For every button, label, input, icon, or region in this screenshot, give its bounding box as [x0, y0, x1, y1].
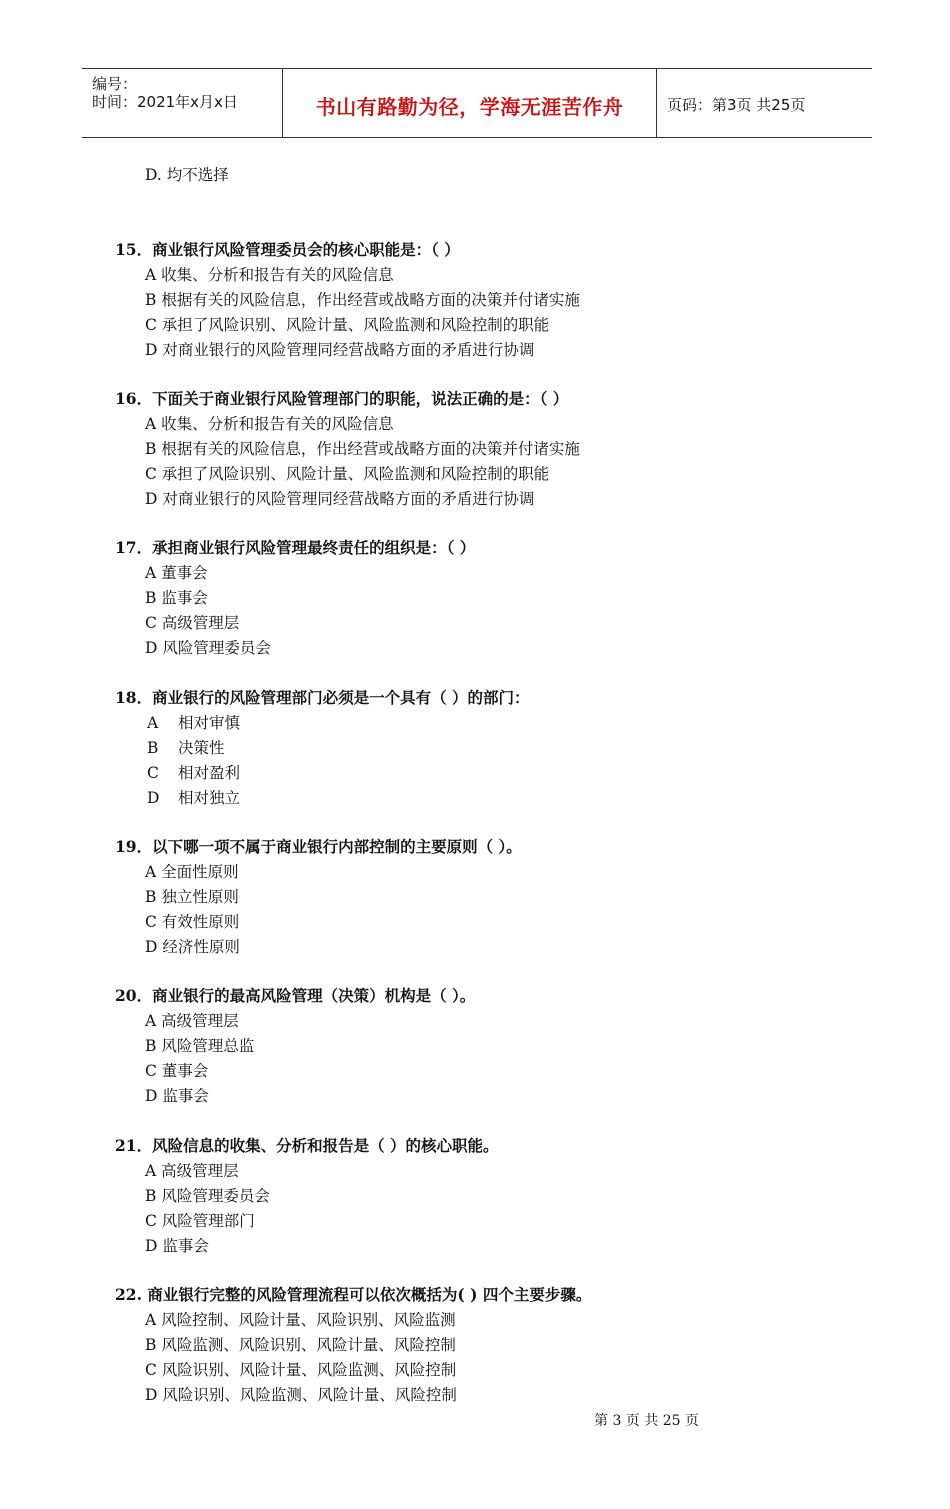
option [147, 788, 240, 808]
option: A 董事会 [145, 564, 208, 582]
question-title: 21．风险信息的收集、分析和报告是（ ）的核心职能。 [115, 1136, 499, 1155]
option: D 监事会 [145, 1237, 209, 1255]
option-text: 相对审慎 [178, 714, 241, 732]
option-text: 相对盈利 [178, 764, 241, 782]
option: C 有效性原则 [145, 913, 240, 931]
header-motto-cell [283, 69, 657, 137]
option: B 根据有关的风险信息，作出经营或战略方面的决策并付诸实施 [145, 291, 580, 309]
question-title: 18．商业银行的风险管理部门必须是一个具有（ ）的部门： [115, 688, 530, 707]
option: D 对商业银行的风险管理同经营战略方面的矛盾进行协调 [145, 341, 535, 359]
option [147, 738, 225, 758]
page-footer: 第 3 页 共 25 页 [594, 1413, 699, 1429]
option: A 风险控制、风险计量、风险识别、风险监测 [145, 1311, 456, 1329]
option: D 风险识别、风险监测、风险计量、风险控制 [145, 1386, 457, 1404]
option: B 独立性原则 [145, 888, 239, 906]
question-title: 15．商业银行风险管理委员会的核心职能是：（ ） [115, 240, 460, 259]
option: B 监事会 [145, 589, 208, 607]
question-title: 22. 商业银行完整的风险管理流程可以依次概括为( ) 四个主要步骤。 [115, 1285, 592, 1304]
header-info-cell [82, 69, 283, 137]
option [147, 763, 240, 783]
question-title: 16．下面关于商业银行风险管理部门的职能，说法正确的是：（ ） [115, 389, 569, 408]
number-label: 编号： [92, 75, 138, 93]
motto: 书山有路勤为径，学海无涯苦作舟 [315, 95, 624, 119]
option: B 风险管理总监 [145, 1037, 255, 1055]
option: A 高级管理层 [145, 1012, 239, 1030]
option: B 风险管理委员会 [145, 1187, 270, 1205]
option: A 高级管理层 [145, 1162, 239, 1180]
option: C 承担了风险识别、风险计量、风险监测和风险控制的职能 [145, 316, 550, 334]
question-title: 19．以下哪一项不属于商业银行内部控制的主要原则（ ）。 [115, 837, 522, 856]
option [147, 713, 240, 733]
option: D 对商业银行的风险管理同经营战略方面的矛盾进行协调 [145, 490, 535, 508]
option: A 全面性原则 [145, 863, 239, 881]
option: C 承担了风险识别、风险计量、风险监测和风险控制的职能 [145, 465, 550, 483]
option: A 收集、分析和报告有关的风险信息 [145, 415, 394, 433]
option-text: 相对独立 [178, 789, 241, 807]
option: B 风险监测、风险识别、风险计量、风险控制 [145, 1336, 456, 1354]
page-label: 页码：第3页 共25页 [667, 96, 806, 114]
option: A 收集、分析和报告有关的风险信息 [145, 266, 394, 284]
option-letter: B [147, 739, 159, 757]
question-title: 17．承担商业银行风险管理最终责任的组织是：（ ） [115, 538, 476, 557]
option: C 董事会 [145, 1062, 209, 1080]
option: C 高级管理层 [145, 614, 240, 632]
option: D 监事会 [145, 1087, 209, 1105]
header-table [82, 68, 872, 138]
question-title: 20．商业银行的最高风险管理（决策）机构是（ ）。 [115, 986, 476, 1005]
option: B 根据有关的风险信息，作出经营或战略方面的决策并付诸实施 [145, 440, 580, 458]
option: D 经济性原则 [145, 938, 240, 956]
option: D 风险管理委员会 [145, 639, 271, 657]
option: C 风险识别、风险计量、风险监测、风险控制 [145, 1361, 457, 1379]
option-letter: D [147, 789, 160, 807]
option: C 风险管理部门 [145, 1212, 255, 1230]
option-letter: C [147, 764, 159, 782]
header-page-cell [657, 69, 872, 137]
option-text: 决策性 [178, 739, 225, 757]
option-d-previous: D. 均不选择 [145, 166, 229, 184]
option-letter: A [147, 714, 159, 732]
date-label: 时间：2021年x月x日 [92, 93, 238, 111]
